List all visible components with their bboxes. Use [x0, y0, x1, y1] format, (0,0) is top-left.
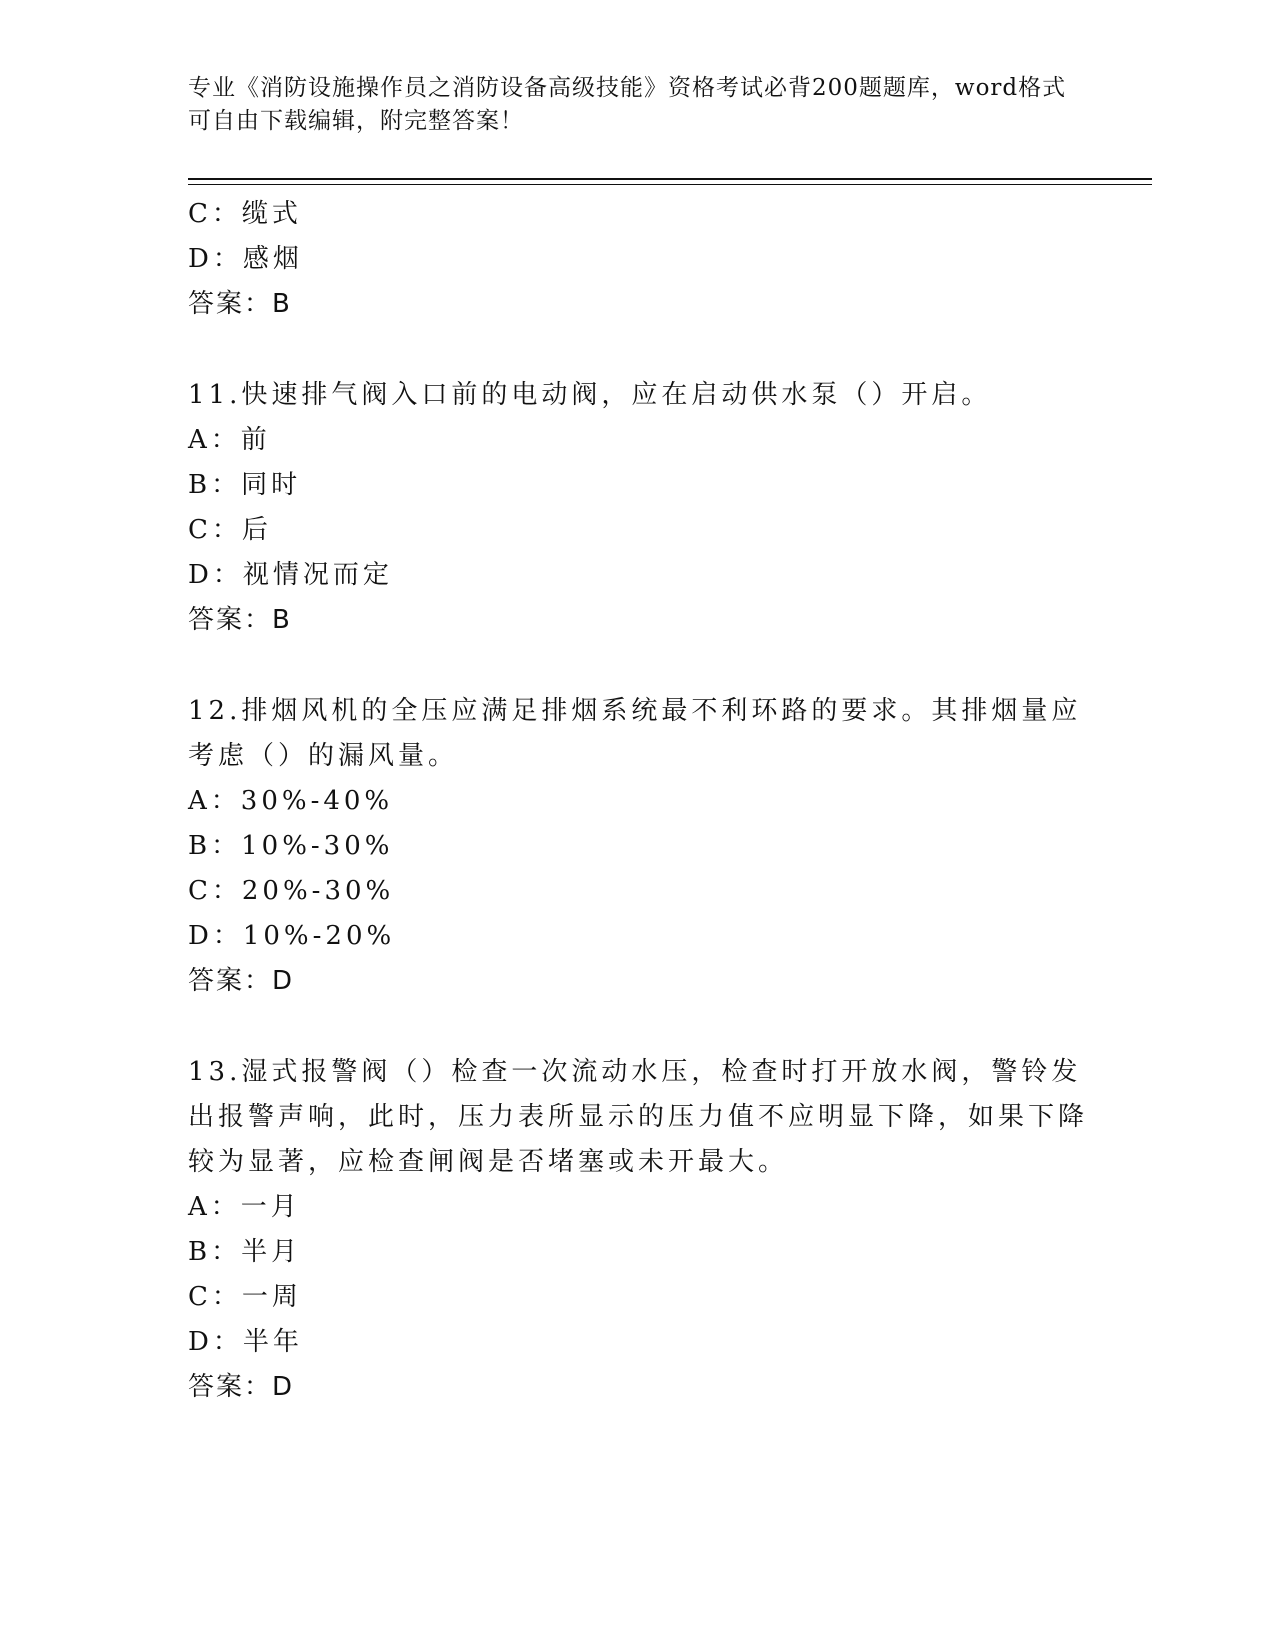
option-a: A：30%-40%	[188, 786, 394, 816]
answer-line: 答案：B	[188, 605, 292, 635]
option-b: B：半月	[188, 1237, 302, 1267]
option-c: C：20%-30%	[188, 876, 395, 906]
document-header: 专业《消防设施操作员之消防设备高级技能》资格考试必背200题题库，word格式可自由下载编辑，附完整答案！	[188, 75, 1067, 134]
option-d: D：10%-20%	[188, 921, 396, 951]
answer-line: 答案：D	[188, 1372, 295, 1402]
question-block-12	[188, 689, 1088, 1004]
option-a: A：前	[188, 425, 271, 455]
option-d: D：感烟	[188, 244, 303, 274]
question-block-13	[188, 1050, 1088, 1410]
answer-line: 答案：D	[188, 966, 295, 996]
header-divider-thin	[188, 184, 1152, 185]
option-b: B：同时	[188, 470, 302, 500]
option-d: D：视情况而定	[188, 560, 393, 590]
header-divider-thick	[188, 178, 1152, 180]
question-block-11	[188, 373, 1088, 643]
option-b: B：10%-30%	[188, 831, 394, 861]
question-text: 11.快速排气阀入口前的电动阀，应在启动供水泵（）开启。	[188, 380, 992, 410]
question-text: 13.湿式报警阀（）检查一次流动水压，检查时打开放水阀，警铃发出报警声响，此时，压力表所显示的压力值不应明显下降，如果下降较为显著，应检查闸阀是否堵塞或未开最大。	[188, 1057, 1089, 1177]
option-c: C：后	[188, 515, 272, 545]
question-text: 12.排烟风机的全压应满足排烟系统最不利环路的要求。其排烟量应考虑（）的漏风量。	[188, 696, 1082, 771]
question-block-partial	[188, 192, 1088, 327]
option-c: C：一周	[188, 1282, 302, 1312]
option-d: D：半年	[188, 1327, 303, 1357]
answer-line: 答案：B	[188, 289, 292, 319]
option-a: A：一月	[188, 1192, 301, 1222]
option-c: C：缆式	[188, 199, 302, 229]
question-list	[188, 192, 1088, 1410]
